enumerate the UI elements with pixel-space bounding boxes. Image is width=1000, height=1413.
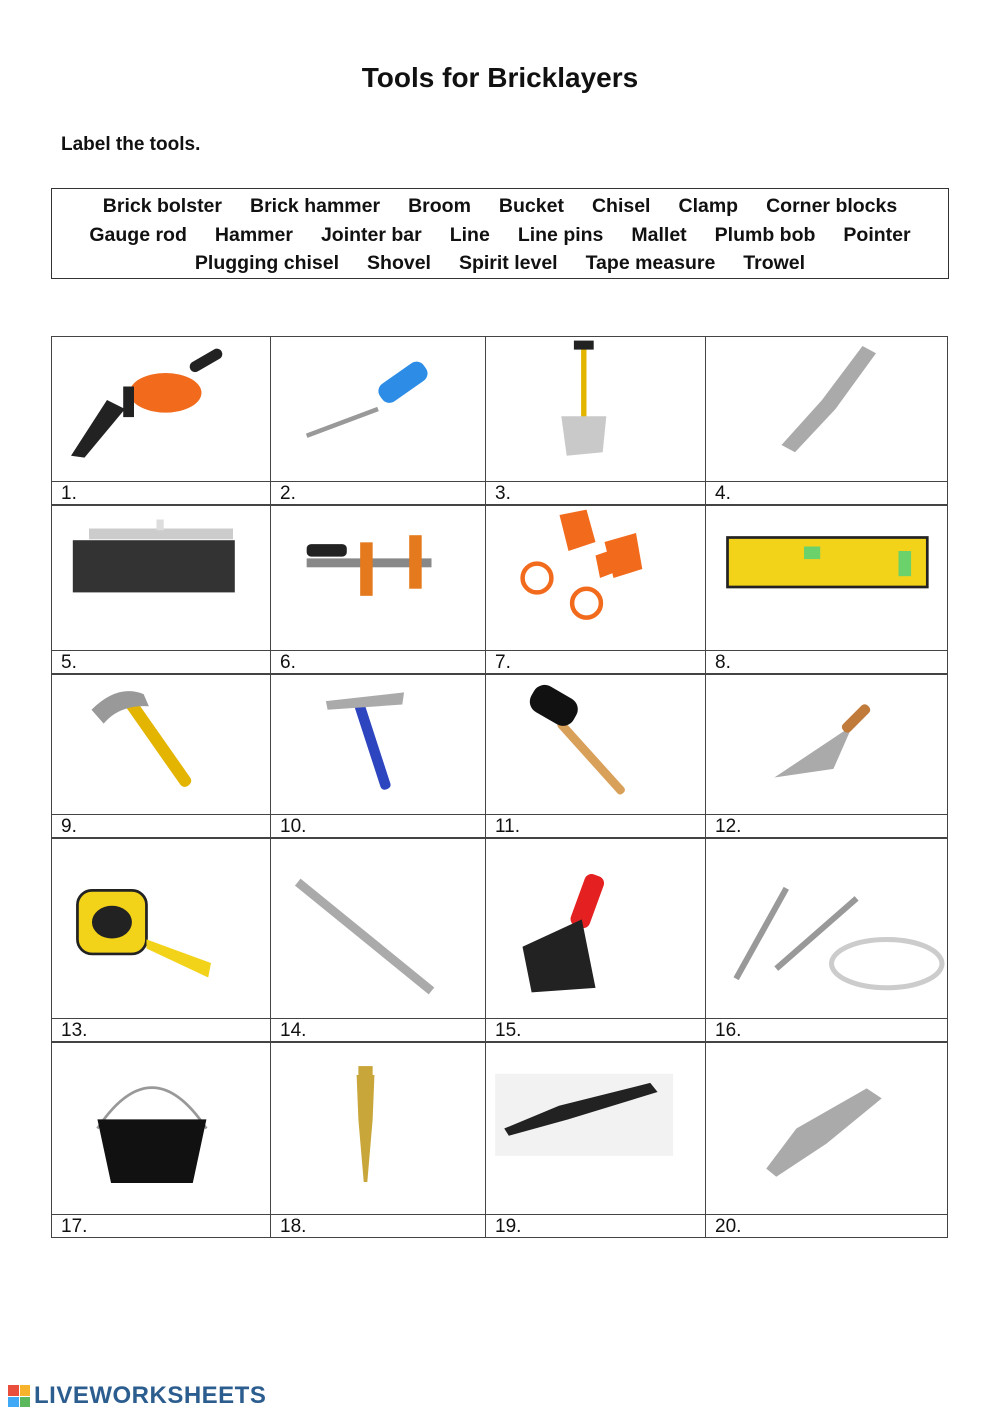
- tool-cell: [485, 505, 705, 674]
- grid-row: [51, 505, 948, 674]
- word-bank-item: Bucket: [498, 195, 564, 217]
- jointer-bar-icon: [706, 336, 947, 481]
- brick-hammer-icon: [271, 674, 485, 814]
- word-bank-item: Plugging chisel: [194, 252, 340, 274]
- tool-cell: [270, 505, 485, 674]
- tool-cell: [705, 674, 948, 838]
- word-bank-item: Shovel: [367, 252, 431, 274]
- tool-number: 20.: [715, 1216, 742, 1237]
- tool-cell: [270, 1042, 485, 1238]
- grid-row: [51, 674, 948, 838]
- tool-number: 12.: [715, 816, 742, 837]
- tool-number: 18.: [280, 1216, 307, 1237]
- word-bank-item: Brick hammer: [250, 195, 381, 217]
- clamp-icon: [271, 505, 485, 650]
- word-bank-item: Jointer bar: [320, 223, 422, 246]
- tool-cell: [485, 674, 705, 838]
- tool-cell: [51, 1042, 270, 1238]
- tool-number: 4.: [715, 483, 731, 504]
- brand-name: LIVEWORKSHEETS: [34, 1382, 267, 1409]
- word-bank-item: Line pins: [517, 223, 604, 246]
- word-bank-item: Hammer: [214, 223, 293, 246]
- tool-number: 5.: [61, 652, 77, 673]
- tool-number: 19.: [495, 1216, 522, 1237]
- tool-answer-field[interactable]: [271, 481, 485, 505]
- grid-row: [51, 1042, 948, 1238]
- tool-answer-field[interactable]: [486, 481, 705, 505]
- word-bank-line-3: [62, 249, 938, 278]
- tool-answer-field[interactable]: [706, 481, 947, 505]
- word-bank-item: Mallet: [631, 223, 687, 246]
- spirit-level-icon: [706, 505, 947, 650]
- tool-cell: [270, 838, 485, 1042]
- word-bank-item: Spirit level: [458, 252, 558, 274]
- instruction: Label the tools.: [61, 134, 201, 155]
- tool-answer-field[interactable]: [486, 1214, 705, 1238]
- mallet-icon: [486, 674, 705, 814]
- tool-number: 16.: [715, 1020, 742, 1041]
- tool-cell: [705, 505, 948, 674]
- tool-answer-field[interactable]: [486, 1018, 705, 1042]
- tool-answer-field[interactable]: [706, 650, 947, 674]
- word-bank-item: Gauge rod: [89, 223, 187, 246]
- word-bank-item: Corner blocks: [766, 195, 898, 217]
- tool-cell: [705, 1042, 948, 1238]
- shovel-icon: [486, 336, 705, 481]
- tool-cell: [705, 336, 948, 505]
- tool-answer-field[interactable]: [271, 1214, 485, 1238]
- tool-answer-field[interactable]: [52, 814, 270, 838]
- tool-cell: [51, 336, 270, 505]
- word-bank-item: Line: [449, 223, 490, 246]
- tool-number: 8.: [715, 652, 731, 673]
- tool-cell: [51, 838, 270, 1042]
- footer-logo: [8, 1382, 266, 1410]
- tool-cell: [485, 1042, 705, 1238]
- tool-number: 14.: [280, 1020, 307, 1041]
- corner-blocks-icon: [486, 505, 705, 650]
- line-pins-icon: [706, 838, 947, 1018]
- tool-number: 13.: [61, 1020, 88, 1041]
- tool-number: 7.: [495, 652, 511, 673]
- tool-answer-field[interactable]: [271, 814, 485, 838]
- grid-row: [51, 336, 948, 505]
- brick-bolster-icon: [486, 838, 705, 1018]
- page-title: Tools for Bricklayers: [361, 62, 639, 93]
- liveworksheets-logo-icon: [8, 1385, 30, 1407]
- line-reel-icon: [52, 336, 270, 481]
- tool-answer-field[interactable]: [52, 481, 270, 505]
- tool-answer-field[interactable]: [52, 1214, 270, 1238]
- word-bank: [51, 188, 949, 279]
- tool-cell: [270, 336, 485, 505]
- tool-answer-field[interactable]: [271, 1018, 485, 1042]
- tool-answer-field[interactable]: [706, 1214, 947, 1238]
- tool-answer-field[interactable]: [486, 814, 705, 838]
- tool-cell: [270, 674, 485, 838]
- tool-grid: [51, 336, 948, 1238]
- tool-number: 10.: [280, 816, 307, 837]
- word-bank-item: Clamp: [678, 195, 739, 217]
- tape-measure-icon: [52, 838, 270, 1018]
- tool-answer-field[interactable]: [52, 1018, 270, 1042]
- tool-cell: [51, 505, 270, 674]
- broom-icon: [52, 505, 270, 650]
- gauge-rod-icon: [271, 838, 485, 1018]
- word-bank-line-2: [62, 221, 938, 250]
- grid-row: [51, 838, 948, 1042]
- tool-number: 9.: [61, 816, 77, 837]
- hammer-icon: [52, 674, 270, 814]
- tool-number: 6.: [280, 652, 296, 673]
- pointer-icon: [271, 336, 485, 481]
- bucket-icon: [52, 1042, 270, 1214]
- chisel-icon: [706, 1042, 947, 1214]
- tool-number: 17.: [61, 1216, 88, 1237]
- tool-cell: [485, 838, 705, 1042]
- tool-answer-field[interactable]: [706, 1018, 947, 1042]
- word-bank-item: Trowel: [743, 252, 806, 274]
- plugging-chisel-icon: [486, 1042, 705, 1214]
- word-bank-line-1: [62, 192, 938, 221]
- tool-cell: [485, 336, 705, 505]
- tool-answer-field[interactable]: [486, 650, 705, 674]
- tool-number: 3.: [495, 483, 511, 504]
- word-bank-item: Broom: [408, 195, 471, 217]
- word-bank-item: Pointer: [843, 223, 911, 246]
- tool-number: 15.: [495, 1020, 522, 1041]
- word-bank-item: Chisel: [591, 195, 651, 217]
- trowel-icon: [706, 674, 947, 814]
- tool-answer-field[interactable]: [271, 650, 485, 674]
- tool-number: 2.: [280, 483, 296, 504]
- tool-number: 11.: [495, 816, 521, 837]
- word-bank-item: Tape measure: [585, 252, 716, 274]
- word-bank-item: Plumb bob: [714, 223, 816, 246]
- tool-answer-field[interactable]: [52, 650, 270, 674]
- tool-answer-field[interactable]: [706, 814, 947, 838]
- plumb-bob-icon: [271, 1042, 485, 1214]
- tool-number: 1.: [61, 483, 77, 504]
- word-bank-item: Brick bolster: [102, 195, 222, 217]
- tool-cell: [51, 674, 270, 838]
- tool-cell: [705, 838, 948, 1042]
